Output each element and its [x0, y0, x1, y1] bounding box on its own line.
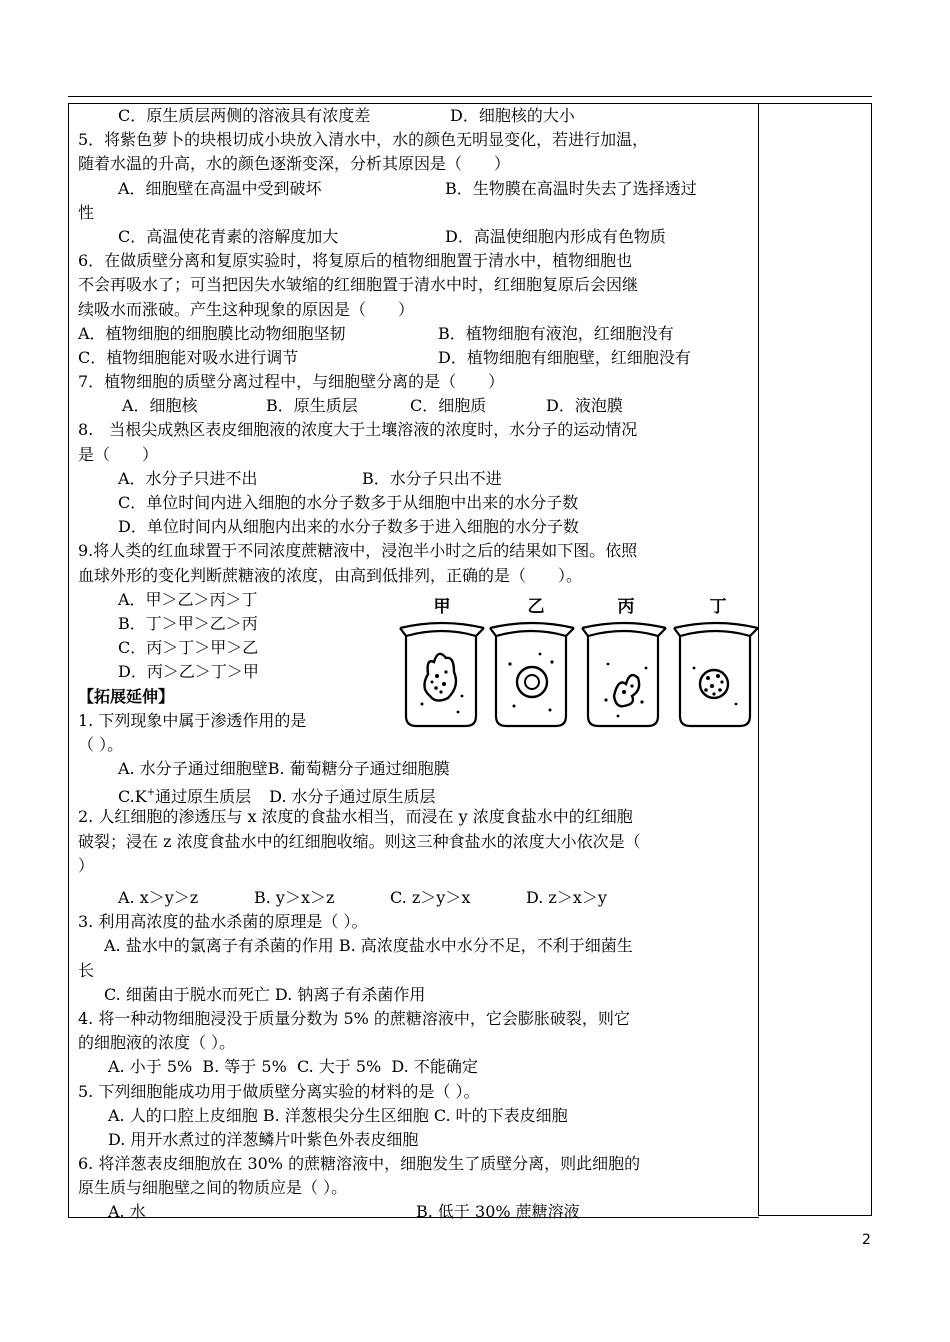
- q9-stem-line1: 9.将人类的红血球置于不同浓度蔗糖液中，浸泡半小时之后的结果如下图。依照: [78, 541, 638, 561]
- q6-option-c: C．植物细胞能对吸水进行调节: [78, 347, 299, 367]
- q6-options-ab: [78, 322, 754, 346]
- q6-option-d: D．植物细胞有细胞壁，红细胞没有: [438, 347, 691, 367]
- notes-column: [758, 103, 872, 1216]
- q9-option-c: C．丙＞丁＞甲＞乙: [118, 638, 259, 658]
- ext-q3-options-cd: C. 细菌由于脱水而死亡 D. 钠离子有杀菌作用: [104, 984, 426, 1004]
- q8-option-b: B．水分子只出不进: [362, 468, 502, 488]
- ext-q2-option-c: C. z＞y＞x: [390, 888, 471, 907]
- q9-option-b: B．丁＞甲＞乙＞丙: [118, 613, 258, 633]
- beaker-label-yi: 乙: [527, 597, 545, 617]
- q4-option-c: C．原生质层两侧的溶液具有浓度差: [118, 106, 371, 125]
- ext-q2-stem-line3: ）: [78, 855, 95, 875]
- q6-option-b: B．植物细胞有液泡，红细胞没有: [438, 323, 674, 343]
- q7-option-c: C．细胞质: [410, 396, 487, 416]
- beaker-bing: [582, 623, 666, 726]
- ext-q1-stem-line2: （ ）。: [78, 734, 124, 754]
- q5-stem-line1: 5．将紫色萝卜的块根切成小块放入清水中，水的颜色无明显变化，若进行加温，: [78, 130, 649, 150]
- q7-option-a: A．细胞核: [122, 396, 198, 416]
- q7-option-b: B．原生质层: [266, 396, 358, 416]
- q8-stem-line1: 8. 当根尖成熟区表皮细胞液的浓度大于土壤溶液的浓度时，水分子的运动情况: [78, 420, 638, 440]
- q9-stem-line2: 血球外形的变化判断蔗糖液的浓度，由高到低排列，正确的是（ ）。: [78, 565, 583, 585]
- q7-options: [78, 394, 754, 418]
- beaker-figure: [392, 592, 758, 730]
- cell-ding-shrunk: [693, 667, 738, 706]
- cell-yi-normal: [508, 653, 553, 712]
- q7-option-d: D．液泡膜: [546, 396, 623, 416]
- top-rule: [68, 96, 872, 97]
- q5-option-b: B．生物膜在高温时失去了选择透过: [445, 178, 697, 198]
- beaker-label-jia: 甲: [433, 597, 451, 617]
- ext-q1-options-ab: [78, 757, 754, 781]
- ext-q1-options-cd: [78, 781, 754, 805]
- ext-q4-stem-line2: 的细胞液的浓度（ ）。: [78, 1033, 236, 1053]
- q6-options-cd: [78, 346, 754, 370]
- ext-q2-option-d: D. z＞x＞y: [526, 888, 607, 907]
- q6-stem-line1: 6．在做质壁分离和复原实验时，将复原后的植物细胞置于清水中，植物细胞也: [78, 251, 633, 271]
- ext-q2-option-b: B. y＞x＞z: [254, 888, 335, 907]
- ext-q1-option-c: C.K+通过原生质层: [118, 786, 252, 806]
- q8-options-ab: [78, 467, 754, 491]
- q5-option-d: D．高温使细胞内形成有色物质: [445, 226, 666, 246]
- ext-q3-options-ab-cont: 长: [78, 960, 95, 980]
- q8-option-a: A．水分子只进不出: [118, 468, 258, 488]
- q7-stem: 7．植物细胞的质壁分离过程中，与细胞壁分离的是（ ）: [78, 372, 505, 392]
- cell-jia-swollen: [421, 654, 464, 714]
- ext-q5-option-d: D. 用开水煮过的洋葱鳞片叶紫色外表皮细胞: [108, 1129, 419, 1149]
- cell-bing-ruptured: [604, 663, 647, 718]
- q4-options-cd: [78, 104, 754, 128]
- ext-q2-options: [78, 886, 754, 910]
- q6-stem-line3: 续吸水而涨破。产生这种现象的原因是（ ）: [78, 299, 415, 319]
- q9-option-d: D．丙＞乙＞丁＞甲: [118, 662, 259, 682]
- q8-option-c: C．单位时间内进入细胞的水分子数多于从细胞中出来的水分子数: [118, 493, 579, 512]
- ext-q2-option-a: A. x＞y＞z: [118, 888, 199, 907]
- q5-options-ab: [78, 177, 754, 201]
- ext-q4-options: A. 小于 5% B. 等于 5% C. 大于 5% D. 不能确定: [108, 1057, 478, 1077]
- ext-q6-option-a: A. 水: [108, 1202, 146, 1222]
- q4-option-d: D．细胞核的大小: [450, 106, 575, 125]
- q8-option-d: D．单位时间内从细胞内出来的水分子数多于进入细胞的水分子数: [118, 517, 579, 537]
- ext-q2-stem-line1: 2. 人红细胞的渗透压与 x 浓度的食盐水相当，而浸在 y 浓度食盐水中的红细胞: [78, 807, 633, 827]
- ext-q1-stem-line1: 1. 下列现象中属于渗透作用的是: [78, 710, 307, 730]
- ext-q6-option-b: B. 低于 30% 蔗糖溶液: [416, 1202, 580, 1222]
- ext-q5-stem: 5. 下列细胞能成功用于做质壁分离实验的材料的是（ ）。: [78, 1081, 480, 1101]
- q6-stem-line2: 不会再吸水了；可当把因失水皱缩的红细胞置于清水中时，红细胞复原后会因继: [78, 275, 639, 295]
- ext-q5-options-abc: A. 人的口腔上皮细胞 B. 洋葱根尖分生区细胞 C. 叶的下表皮细胞: [108, 1105, 568, 1125]
- q5-option-c: C．高温使花青素的溶解度加大: [118, 226, 339, 246]
- ext-q1-option-b: B. 葡萄糖分子通过细胞膜: [267, 759, 450, 779]
- q5-stem-line2: 随着水温的升高，水的颜色逐渐变深，分析其原因是（ ）: [78, 154, 511, 174]
- q9-option-a: A．甲＞乙＞丙＞丁: [118, 589, 258, 609]
- q5-options-cd: [78, 225, 754, 249]
- ext-q1-option-a: A. 水分子通过细胞壁: [118, 759, 268, 779]
- beaker-label-bing: 丙: [617, 597, 635, 617]
- ext-q3-options-ab: A. 盐水中的氯离子有杀菌的作用 B. 高浓度盐水中水分不足，不利于细菌生: [104, 936, 633, 956]
- q8-stem-line2: 是（ ）: [78, 444, 159, 464]
- q5-option-a: A．细胞壁在高温中受到破坏: [118, 178, 322, 198]
- ext-q1-option-d: D. 水分子通过原生质层: [269, 786, 436, 806]
- ext-q2-stem-line2: 破裂；浸在 z 浓度食盐水中的红细胞收缩。则这三种食盐水的浓度大小依次是（: [78, 831, 641, 851]
- q5-option-b-cont: 性: [78, 202, 95, 222]
- beaker-label-ding: 丁: [709, 597, 727, 617]
- beakers-drawing: [392, 592, 758, 730]
- extension-heading: 【拓展延伸】: [78, 686, 175, 706]
- ext-q6-stem-line1: 6. 将洋葱表皮细胞放在 30% 的蔗糖溶液中，细胞发生了质壁分离，则此细胞的: [78, 1154, 641, 1174]
- ext-q4-stem-line1: 4. 将一种动物细胞浸没于质量分数为 5% 的蔗糖溶液中，它会膨胀破裂，则它: [78, 1008, 630, 1028]
- page-number: 2: [862, 1232, 871, 1248]
- ext-q3-stem: 3. 利用高浓度的盐水杀菌的原理是（ ）。: [78, 912, 368, 932]
- q6-option-a: A．植物细胞的细胞膜比动物细胞坚韧: [78, 323, 346, 343]
- ext-q6-options: [78, 1200, 754, 1224]
- ext-q6-stem-line2: 原生质与细胞壁之间的物质应是（ ）。: [78, 1178, 348, 1198]
